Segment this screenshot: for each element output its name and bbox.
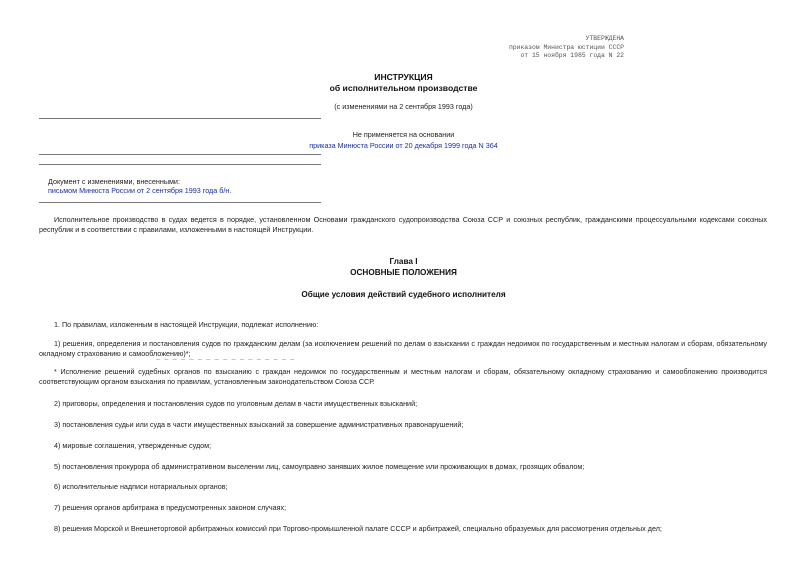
list-item-5: 5) постановления прокурора об административном выселении лиц, самоуправно занявших жилое помещение или проживающих в домах, грозящих обвалом; — [54, 462, 585, 471]
chapter-number: Глава I — [389, 257, 418, 266]
document-title: ИНСТРУКЦИЯ — [374, 72, 433, 82]
intro-paragraph: Исполнительное производство в судах ведется в порядке, установленном Основами гражданского судопроизводства Союза ССР и союзных республик, гражданскими процессуальными кодексами союзных республик и в соответствии с правилами, изложенными в настоящей Инструкции. — [39, 215, 767, 234]
amendment-note: (с изменениями на 2 сентября 1993 года) — [334, 102, 473, 111]
changes-text: Документ с изменениями, внесенными: — [48, 177, 180, 186]
section-title: Общие условия действий судебного исполнителя — [301, 290, 506, 299]
list-item-4: 4) мировые соглашения, утвержденные судом; — [54, 441, 212, 450]
list-item-6: 6) исполнительные надписи нотариальных органов; — [54, 482, 228, 491]
footnote-separator: _ _ _ _ _ _ _ _ _ _ _ _ _ _ _ _ _ — [156, 354, 295, 361]
changes-link[interactable]: письмом Минюста России от 2 сентября 1993 года б/н. — [48, 186, 232, 195]
approval-block — [509, 35, 624, 61]
list-item-7: 7) решения органов арбитража в предусмотренных законом случаях; — [54, 503, 287, 512]
paragraph-1-1: 1) решения, определения и постановления судов по гражданским делам (за исключением решений по делам о взыскании с граждан недоимок по государственным и местным налогам и сборам, обязательному окладному страхованию и самообложению)*; — [39, 339, 767, 358]
footnote: * Исполнение решений судебных органов по взысканию с граждан недоимок по государственным и местным налогам и сборам, обязательному окладному страхованию и самообложению производится соответствующим органом взыскания по правилам, установленным законодательством Союза ССР. — [39, 367, 767, 386]
divider — [39, 164, 321, 165]
list-item-2: 2) приговоры, определения и постановления судов по уголовным делам в части имущественных взысканий; — [54, 399, 418, 408]
list-item-8: 8) решения Морской и Внешнеторговой арбитражных комиссий при Торгово-промышленной палате СССР и арбитражей, специально образуемых для рассмотрения отдельных дел; — [54, 524, 662, 533]
approval-line-3: от 15 ноября 1985 года N 22 — [520, 52, 624, 59]
approval-line-1: УТВЕРЖДЕНА — [585, 35, 624, 42]
divider — [39, 202, 321, 203]
chapter-title: ОСНОВНЫЕ ПОЛОЖЕНИЯ — [350, 268, 457, 277]
list-item-3: 3) постановления судьи или суда в части имущественных взысканий за совершение административных правонарушений; — [54, 420, 464, 429]
document-subtitle: об исполнительном производстве — [329, 83, 478, 93]
divider — [39, 118, 321, 119]
notice-link[interactable]: приказа Минюста России от 20 декабря 1999 года N 364 — [309, 141, 498, 150]
notice-text: Не применяется на основании — [352, 130, 455, 139]
approval-line-2: приказом Министра юстиции СССР — [508, 43, 624, 51]
divider — [39, 154, 321, 155]
paragraph-1: 1. По правилам, изложенным в настоящей Инструкции, подлежат исполнению: — [54, 320, 319, 329]
